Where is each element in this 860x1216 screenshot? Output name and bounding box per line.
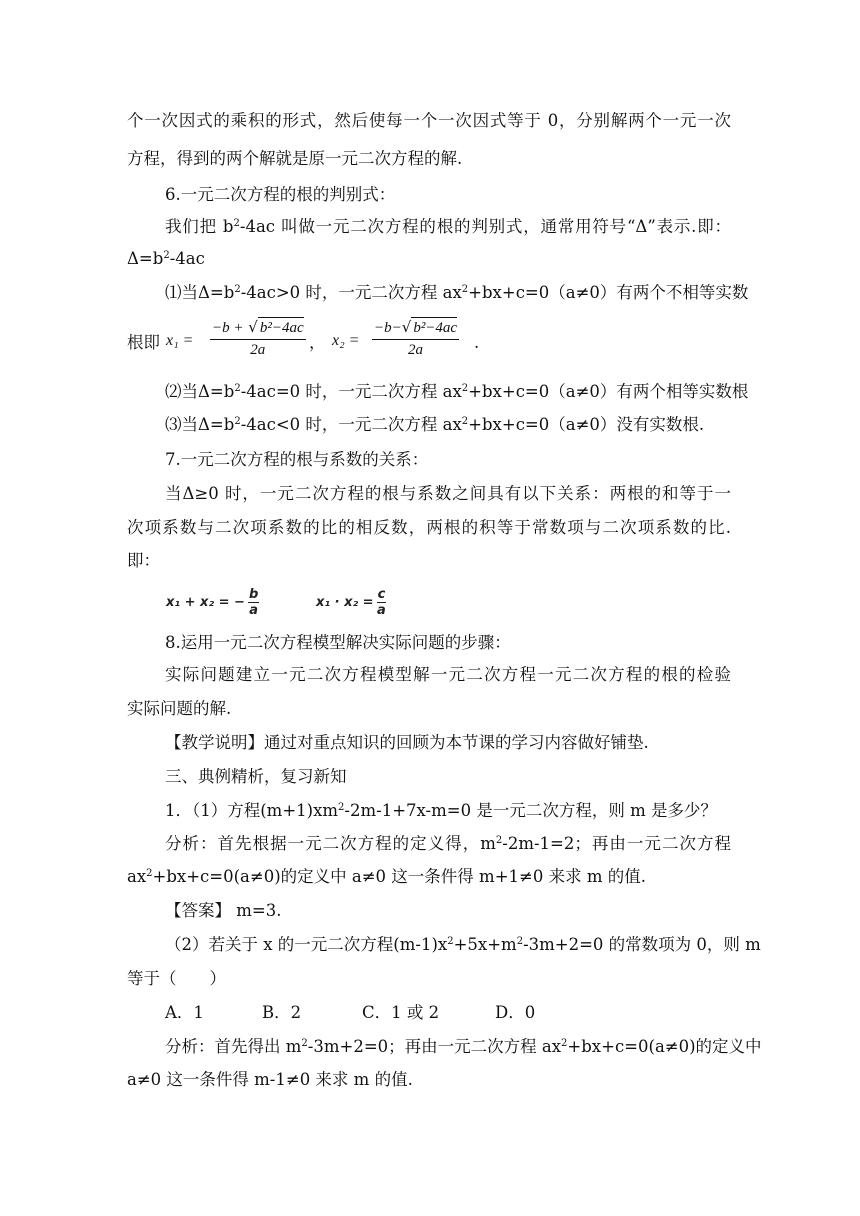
option-d: D．0 (495, 1003, 536, 1022)
question-2-cont: 等于（ ） (127, 969, 226, 988)
paragraph-line: 次项系数与二次项系数的比的相反数，两根的积等于常数项与二次项系数的比. (127, 518, 731, 537)
case-line-1: ⑴当$\Delta=b^2-4ac>0$ 时，一元二次方程 $ax^2+bx+c=0(a\ne 0)$有两个不相等实数 (165, 283, 749, 302)
paragraph-line: 实际问题建立一元二次方程模型解一元二次方程一元二次方程的根的检验 (165, 665, 731, 684)
x2-fraction: $\frac{\text{−b−√ b²−4ac}}{2a}$ (374, 318, 458, 358)
paragraph-line: $\Delta=b^2-4ac$ (127, 249, 205, 268)
case-line-3: ⑶当$\Delta=b^2-4ac<0$ 时，一元二次方程 $ax^2+bx+c=0(a\ne 0)$没有实数根. (165, 415, 705, 434)
vieta-product-formula: x₁ · x₂ = $\frac{c}{a}$ (316, 587, 386, 618)
answer-line: 【答案】 m=3. (165, 901, 282, 920)
option-b: B．2 (262, 1003, 302, 1022)
vieta-sum-formula: x₁ + x₂ = − $\frac{b}{a}$ (166, 587, 259, 618)
section-heading-3: 三、典例精析，复习新知 (165, 767, 347, 786)
formula-separator: ， (309, 333, 326, 352)
formula-end: . (474, 333, 480, 352)
x1-label: x₁ = (166, 332, 194, 349)
teaching-note: 【教学说明】通过对重点知识的回顾为本节课的学习内容做好铺垫. (165, 733, 649, 752)
x1-fraction: $\frac{\text{−b + √ b²−4ac}}{2a}$ (212, 318, 304, 358)
root-prefix: 根即 (127, 333, 160, 352)
section-heading-6: 6.一元二次方程的根的判别式： (165, 185, 396, 204)
option-c: C．1 或 2 (362, 1003, 440, 1022)
section-heading-8: 8.运用一元二次方程模型解决实际问题的步骤： (165, 633, 511, 652)
question-2: （2）若关于 x 的一元二次方程$(m-1)x^2+5x+m^2-3m+2=0$ 的常数项为 0，则 m (165, 935, 761, 954)
x2-label: x₂ = (332, 332, 360, 349)
question-1: 1．（1）方程$(m+1)xm^2-2m-1+7x-m=0$ 是一元二次方程，则 m 是多少？ (165, 801, 717, 820)
case-line-2: ⑵当$\Delta=b^2-4ac=0$ 时，一元二次方程 $ax^2+bx+c=0(a\ne 0)$有两个相等实数根 (165, 382, 749, 401)
paragraph-line: 实际问题的解. (127, 699, 232, 718)
analysis-line: $ax^2+bx+c=0(a\ne 0)$的定义中 a≠0 这一条件得 m+1≠0 来求 m 的值. (127, 867, 646, 886)
paragraph-line: 个一次因式的乘积的形式，然后使每一个一次因式等于 0，分别解两个一元一次 (127, 111, 731, 130)
paragraph-line: 即： (127, 551, 160, 570)
analysis-line: a≠0 这一条件得 m-1≠0 来求 m 的值. (127, 1070, 413, 1089)
section-heading-7: 7.一元二次方程的根与系数的关系： (165, 450, 429, 469)
paragraph-line: 当Δ≥0 时，一元二次方程的根与系数之间具有以下关系：两根的和等于一 (165, 484, 731, 503)
analysis-line: 分析：首先得出 $m^2-3m+2=0$；再由一元二次方程 $ax^2+bx+c=0(a\ne 0)$的定义中 (165, 1037, 762, 1056)
paragraph-line: 我们把 $b^2-4ac$ 叫做一元二次方程的根的判别式，通常用符号“Δ”表示.即： (165, 217, 731, 236)
option-a: A．1 (165, 1003, 204, 1022)
analysis-line: 分析：首先根据一元二次方程的定义得，$m^2-2m-1=2$；再由一元二次方程 (165, 834, 731, 853)
paragraph-line: 方程，得到的两个解就是原一元二次方程的解. (127, 149, 463, 168)
